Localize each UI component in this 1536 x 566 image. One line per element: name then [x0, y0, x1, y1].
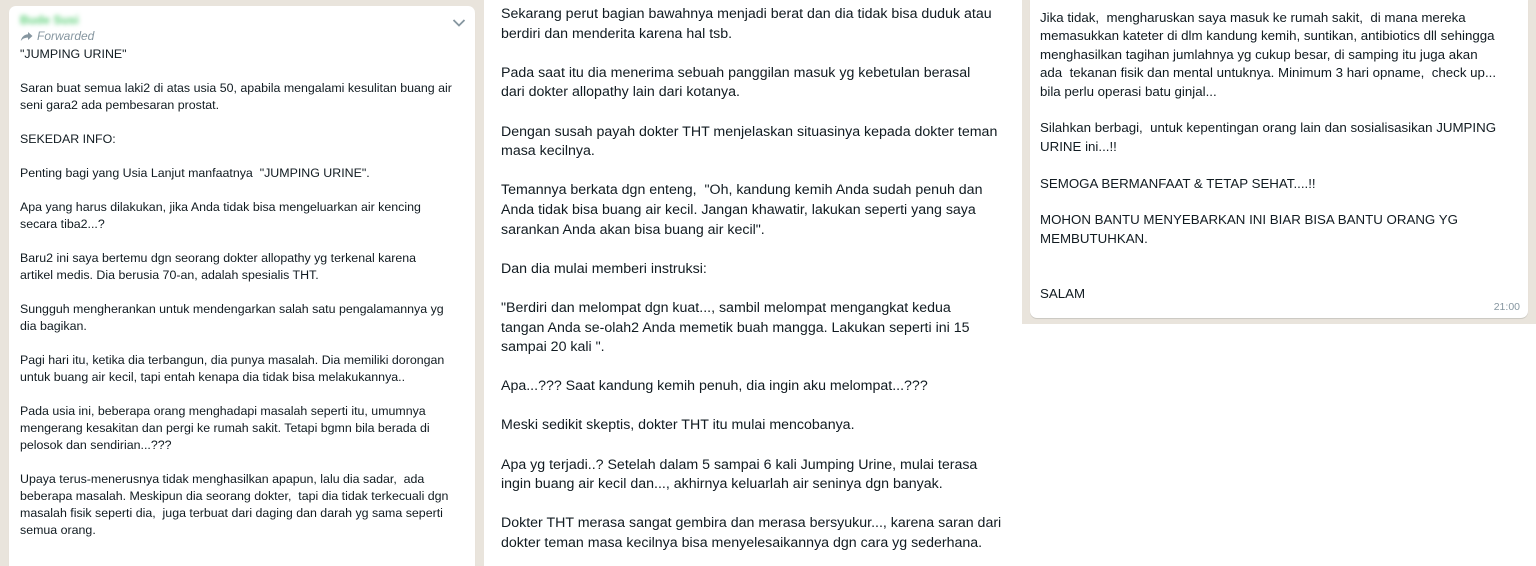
message-paragraph: Apa...??? Saat kandung kemih penuh, dia ingin aku melompat...???	[501, 378, 928, 395]
forward-arrow-icon	[20, 31, 33, 42]
message-paragraph: Penting bagi yang Usia Lanjut manfaatnya "JUMPING URINE".	[20, 166, 370, 180]
message-bubble-1[interactable]	[9, 6, 475, 566]
message-paragraph: Apa yg terjadi..? Setelah dalam 5 sampai 6 kali Jumping Urine, mulai terasa ingin buang air kecil dan..., akhirnya keluarlah air seninya dgn banyak.	[501, 456, 978, 493]
message-paragraph: SEKEDAR INFO:	[20, 132, 116, 146]
chevron-down-icon[interactable]	[452, 18, 466, 28]
message-paragraph: Pagi hari itu, ketika dia terbangun, dia punya masalah. Dia memiliki dorongan untuk buang air kecil, tapi entah kenapa dia tidak bisa melakukannya..	[20, 353, 445, 384]
message-paragraph: Saran buat semua laki2 di atas usia 50, apabila mengalami kesulitan buang air seni gara2 ada pembesaran prostat.	[20, 81, 452, 112]
message-text	[20, 46, 465, 539]
message-paragraph: Temannya berkata dgn enteng, "Oh, kandung kemih Anda sudah penuh dan Anda tidak bisa buang air kecil. Jangan khawatir, lakukan seperti yang saya sarankan Anda akan bisa buang air kecil".	[501, 182, 983, 238]
chat-panel-middle	[490, 0, 1018, 566]
message-paragraph: Dokter THT merasa sangat gembira dan merasa bersyukur..., karena saran dari dokter teman masa kecilnya bisa menyelesaikannya dgn cara yg sederhana.	[501, 515, 1002, 552]
message-text	[501, 5, 1010, 554]
message-text	[1040, 9, 1518, 303]
message-paragraph: Pada usia ini, beberapa orang menghadapi masalah seperti itu, umumnya mengerang kesakitan dan pergi ke rumah sakit. Tetapi bgmn bila berada di pelosok dan sendirian...???	[20, 404, 430, 452]
chat-panel-left	[0, 0, 484, 566]
message-paragraph: Silahkan berbagi, untuk kepentingan orang lain dan sosialisasikan JUMPING URINE ini...!!	[1040, 120, 1497, 154]
message-paragraph: "JUMPING URINE"	[20, 47, 127, 61]
message-paragraph: Baru2 ini saya bertemu dgn seorang dokter allopathy yg terkenal karena artikel medis. Dia berusia 70-an, adalah spesialis THT.	[20, 251, 417, 282]
chat-panel-right	[1022, 0, 1536, 566]
message-paragraph: Dan dia mulai memberi instruksi:	[501, 260, 707, 277]
message-paragraph: Sungguh mengherankan untuk mendengarkan salah satu pengalamannya yg dia bagikan.	[20, 302, 444, 333]
message-paragraph: Jika tidak, mengharuskan saya masuk ke rumah sakit, di mana mereka memasukkan kateter di dlm kandung kemih, suntikan, antibiotics dll sehingga menghasilkan tagihan jumlahnya yg cukup besar, di samping itu juga akan ada tekanan fisik dan mental untuknya. Minimum 3 hari opname, check up... bila perlu operasi batu ginjal...	[1040, 10, 1497, 99]
message-paragraph: Upaya terus-menerusnya tidak menghasilkan apapun, lalu dia sadar, ada beberapa masalah. Meskipun dia seorang dokter, tapi dia tidak terkecuali dgn masalah fisik seperti dia, juga terbuat dari daging dan darah yg sama seperti semua orang.	[20, 472, 449, 537]
sender-name[interactable]: Bude Susi	[20, 13, 79, 27]
message-bubble-3[interactable]	[1030, 0, 1528, 318]
message-paragraph: Dengan susah payah dokter THT menjelaskan situasinya kepada dokter teman masa kecilnya.	[501, 123, 998, 160]
message-paragraph: Sekarang perut bagian bawahnya menjadi berat dan dia tidak bisa duduk atau berdiri dan menderita karena hal tsb.	[501, 6, 992, 42]
forwarded-indicator	[20, 28, 465, 44]
message-paragraph: "Berdiri dan melompat dgn kuat..., sambil melompat mengangkat kedua tangan Anda se-olah2 Anda memetik buah mangga. Lakukan seperti ini 15 sampai 20 kali ".	[501, 299, 970, 356]
message-paragraph: Pada saat itu dia menerima sebuah panggilan masuk yg kebetulan berasal dari dokter allopathy lain dari kotanya.	[501, 64, 971, 101]
message-paragraph: Apa yang harus dilakukan, jika Anda tidak bisa mengeluarkan air kencing secara tiba2...?	[20, 200, 421, 231]
message-paragraph: Meski sedikit skeptis, dokter THT itu mulai mencobanya.	[501, 417, 855, 434]
message-paragraph: SALAM	[1040, 286, 1086, 302]
message-paragraph: MOHON BANTU MENYEBARKAN INI BIAR BISA BANTU ORANG YG MEMBUTUHKAN.	[1040, 212, 1458, 246]
message-paragraph: SEMOGA BERMANFAAT & TETAP SEHAT....!!	[1040, 175, 1316, 191]
message-timestamp: 21:00	[1493, 301, 1520, 313]
forwarded-label: Forwarded	[37, 29, 95, 43]
message-bubble-2[interactable]	[490, 0, 1018, 566]
